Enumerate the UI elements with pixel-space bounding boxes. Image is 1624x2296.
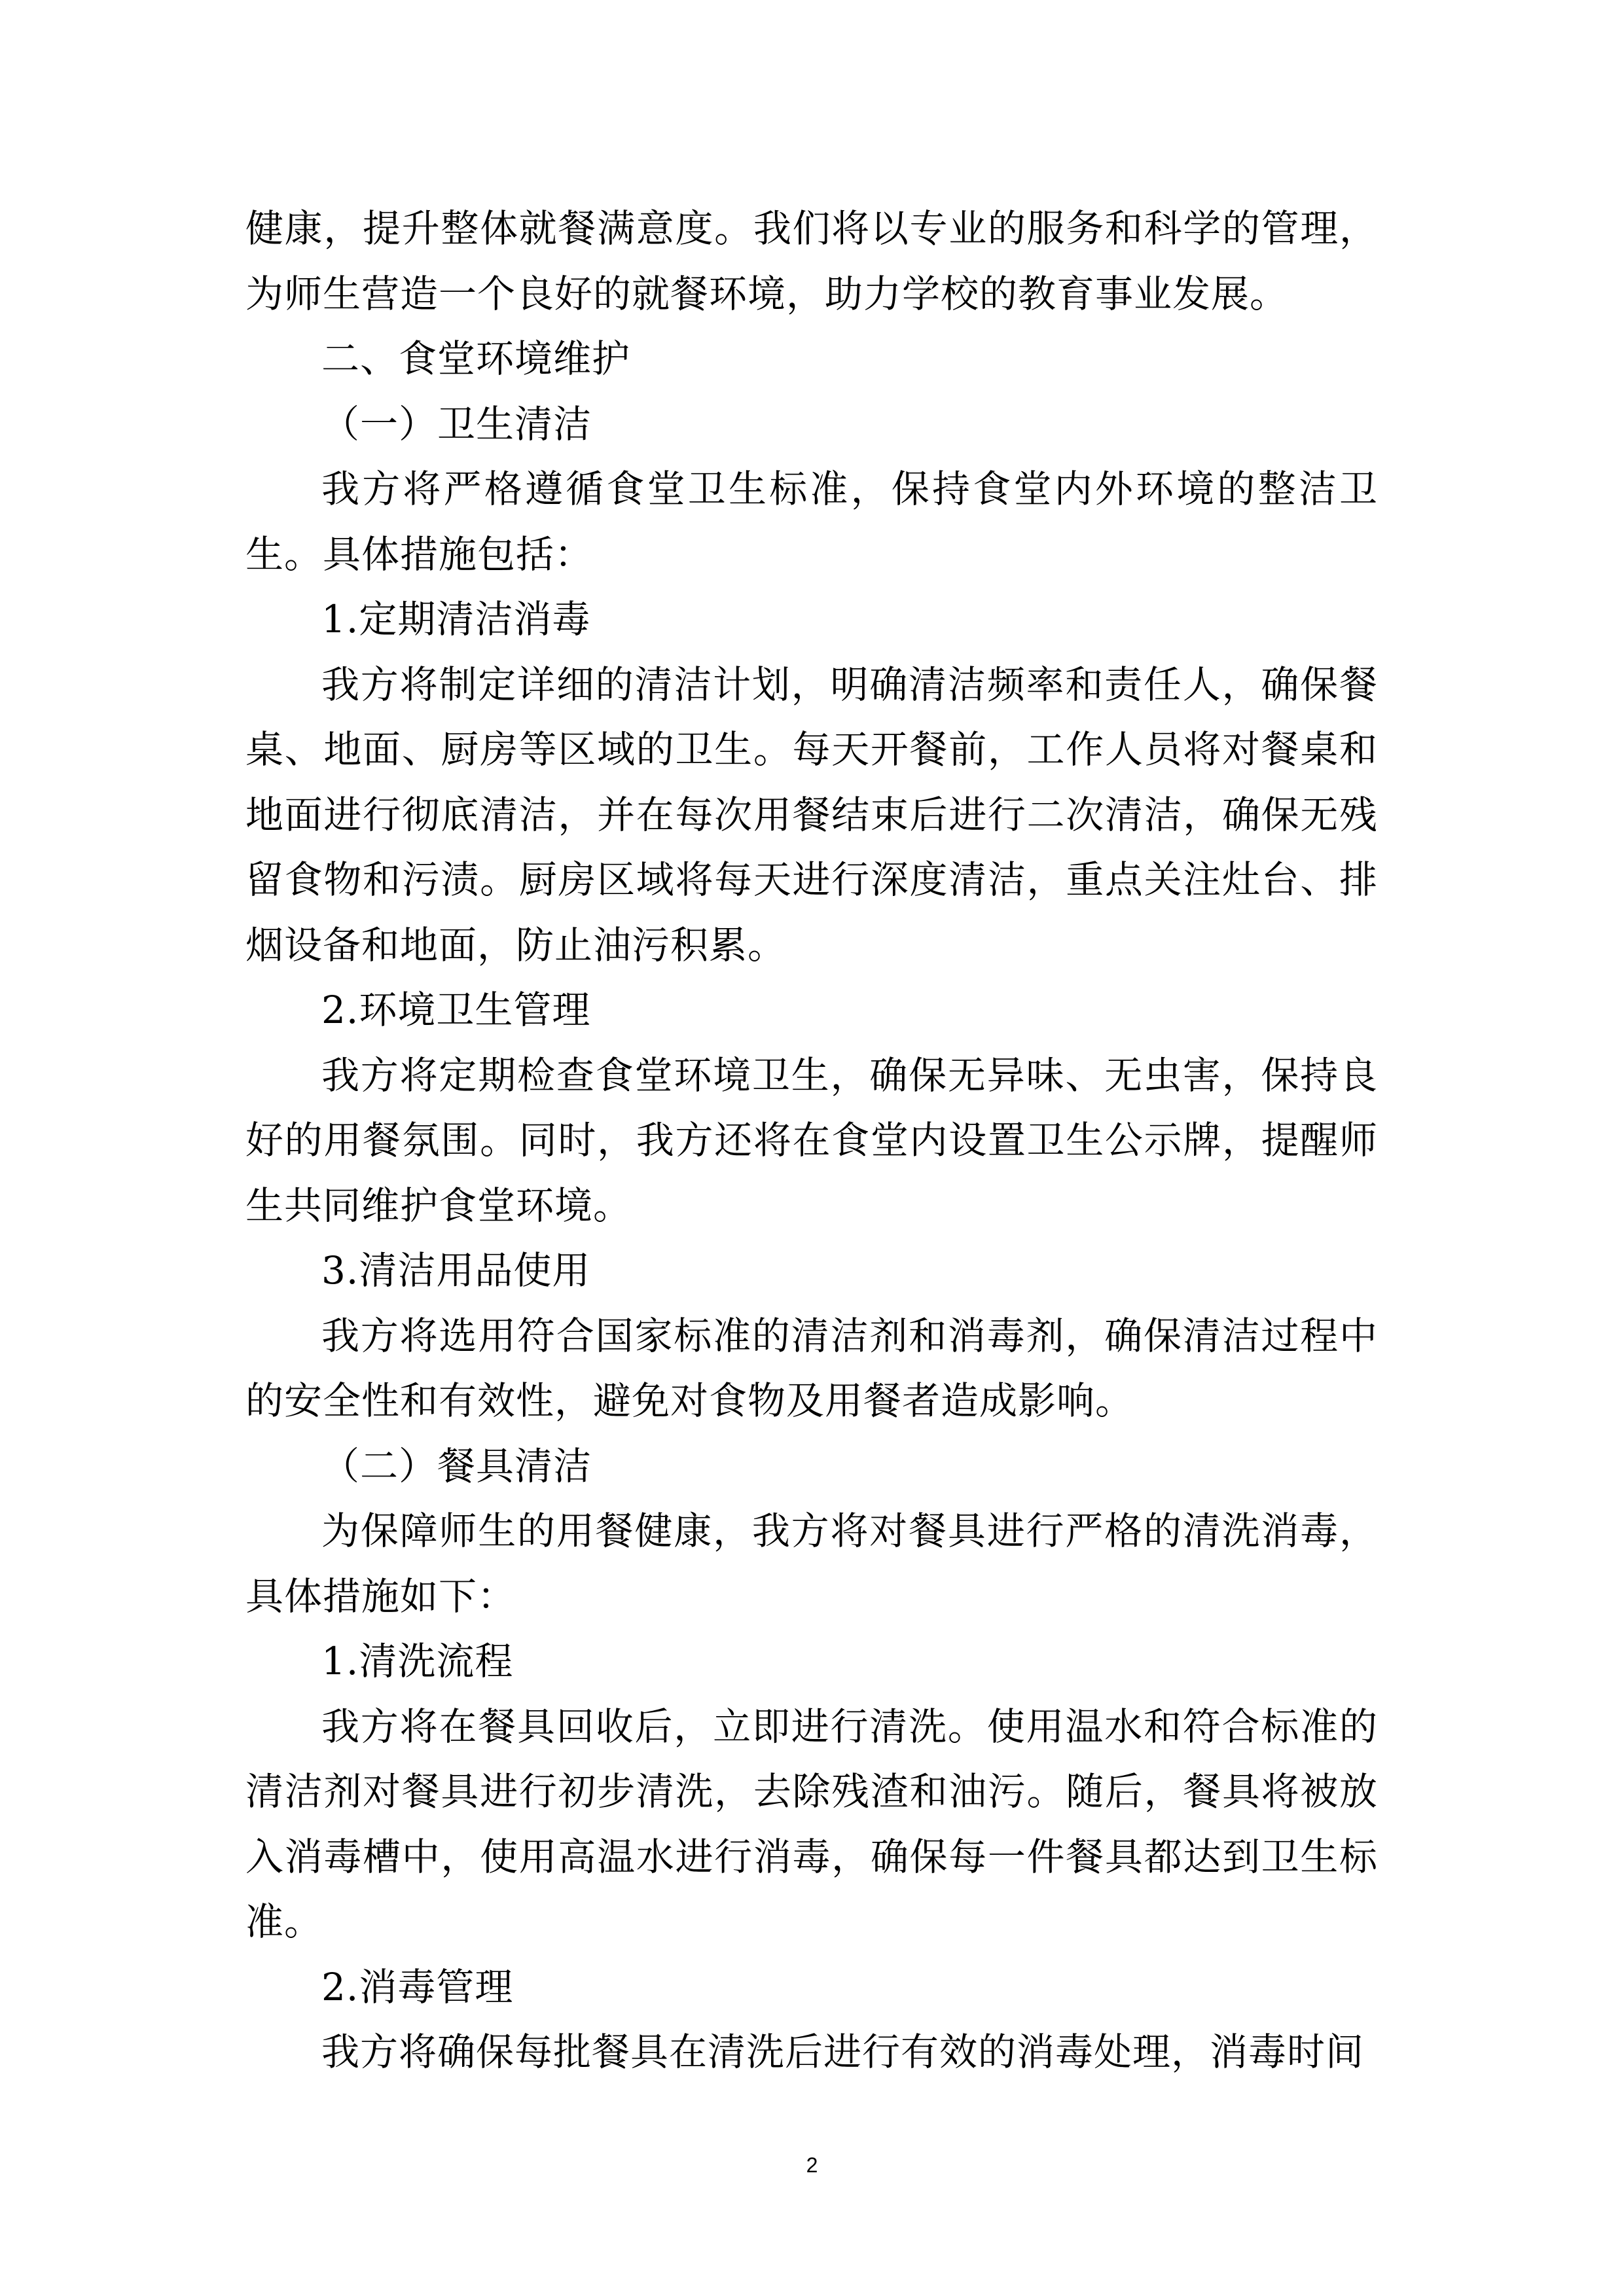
item-heading-washing-process: 1.清洗流程 — [321, 1639, 514, 1683]
page-number: 2 — [806, 2153, 818, 2177]
paragraph-hygiene-intro: 我方将严格遵循食堂卫生标准，保持食堂内外环境的整洁卫生。具体措施包括： — [245, 467, 1378, 577]
paragraph-environment-management: 我方将定期检查食堂环境卫生，确保无异味、无虫害，保持良好的用餐氛围。同时，我方还将在食堂内设置卫生公示牌，提醒师生共同维护食堂环境。 — [245, 1052, 1378, 1228]
paragraph-disinfection-management: 我方将确保每批餐具在清洗后进行有效的消毒处理，消毒时间 — [321, 2030, 1365, 2074]
subsection-heading-hygiene-cleaning: （一）卫生清洁 — [321, 401, 592, 446]
paragraph-washing-process: 我方将在餐具回收后，立即进行清洗。使用温水和符合标准的清洁剂对餐具进行初步清洗，去除残渣和油污。随后，餐具将被放入消毒槽中，使用高温水进行消毒，确保每一件餐具都达到卫生标准。 — [245, 1704, 1378, 1944]
item-heading-disinfection-management: 2.消毒管理 — [321, 1964, 514, 2009]
item-heading-regular-cleaning: 1.定期清洁消毒 — [321, 597, 591, 641]
item-heading-environment-management: 2.环境卫生管理 — [321, 988, 591, 1032]
paragraph-tableware-intro: 为保障师生的用餐健康，我方将对餐具进行严格的清洗消毒，具体措施如下： — [245, 1509, 1378, 1619]
paragraph-continuation: 健康，提升整体就餐满意度。我们将以专业的服务和科学的管理，为师生营造一个良好的就餐环境，助力学校的教育事业发展。 — [245, 206, 1378, 316]
paragraph-regular-cleaning: 我方将制定详细的清洁计划，明确清洁频率和责任人，确保餐桌、地面、厨房等区域的卫生。每天开餐前，工作人员将对餐桌和地面进行彻底清洁，并在每次用餐结束后进行二次清洁，确保无残留食物和污渍。厨房区域将每天进行深度清洁，重点关注灶台、排烟设备和地面，防止油污积累。 — [245, 662, 1378, 967]
paragraph-cleaning-supplies: 我方将选用符合国家标准的清洁剂和消毒剂，确保清洁过程中的安全性和有效性，避免对食物及用餐者造成影响。 — [245, 1313, 1378, 1423]
subsection-heading-tableware-cleaning: （二）餐具清洁 — [321, 1443, 592, 1488]
document-body — [245, 196, 1378, 2085]
section-heading-canteen-environment: 二、食堂环境维护 — [321, 336, 631, 381]
item-heading-cleaning-supplies: 3.清洁用品使用 — [321, 1248, 591, 1293]
